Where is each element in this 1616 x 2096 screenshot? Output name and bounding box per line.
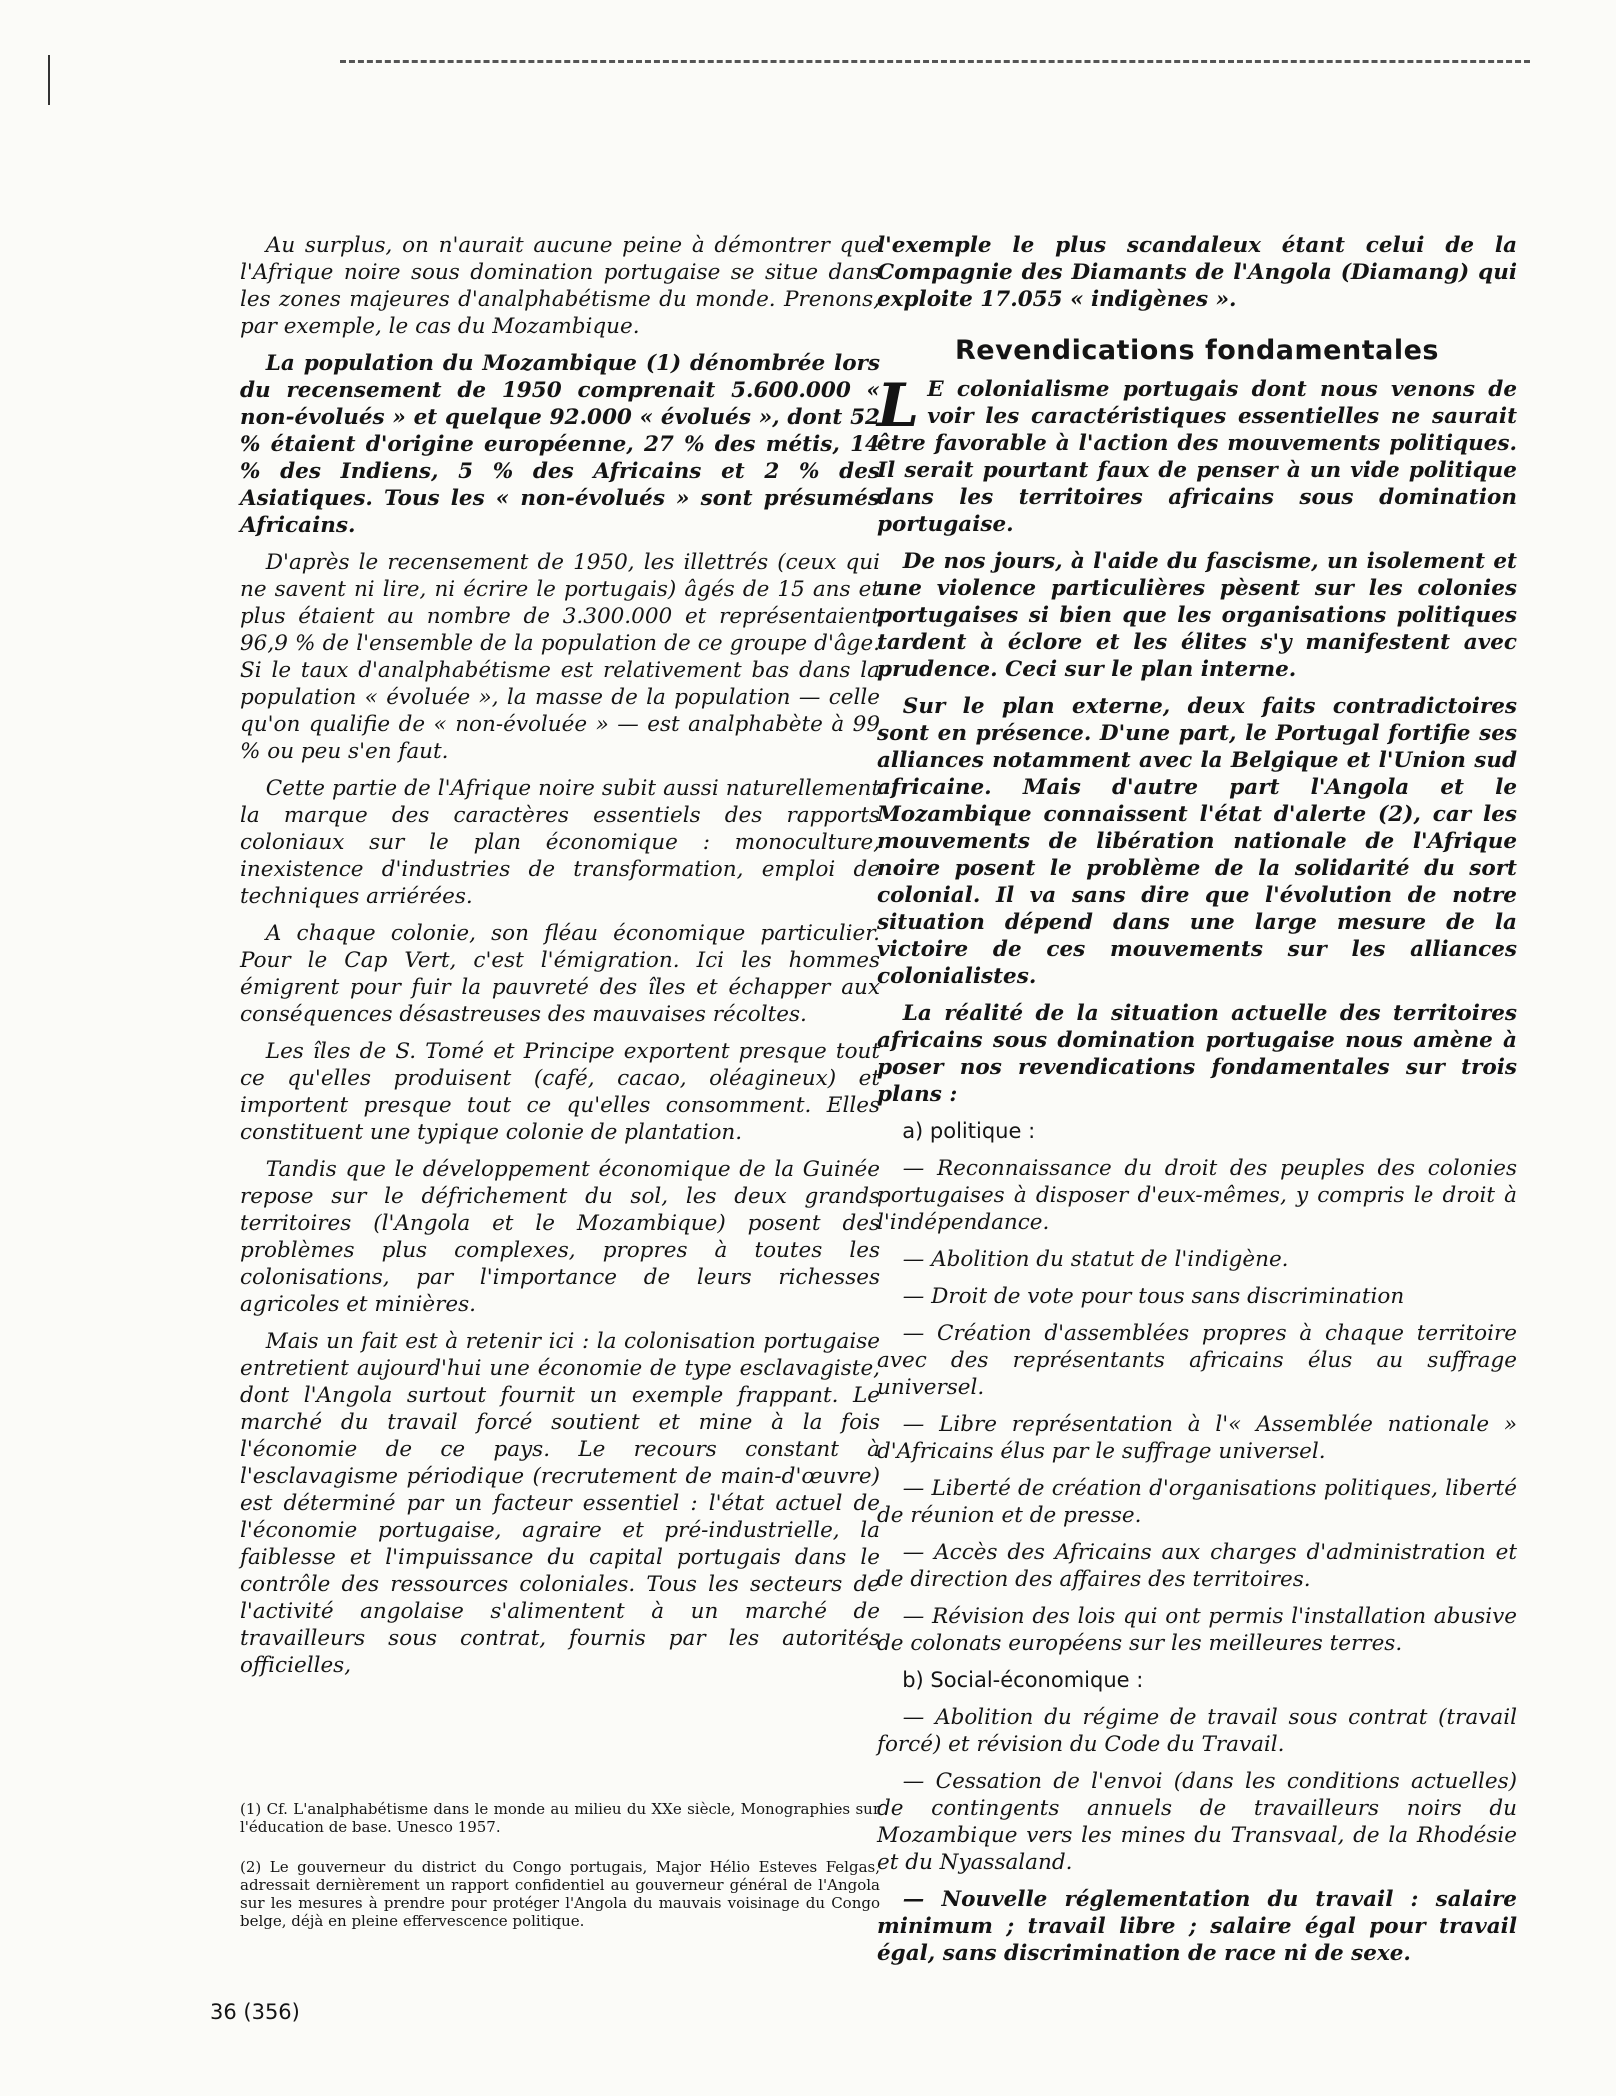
paragraph: l'exemple le plus scandaleux étant celui de la Compagnie des Diamants de l'Angola (Diamang) qui exploite 17.055 « indigènes ». [877,233,1517,312]
paragraph: Au surplus, on n'aurait aucune peine à démontrer que l'Afrique noire sous domination portugaise se situe dans les zones majeures d'analphabétisme du monde. Prenons, par exemple, le cas du Mozambique. [240,233,880,339]
footnote-1: (1) Cf. L'analphabétisme dans le monde au milieu du XXe siècle, Monographies sur l'éducation de base. Unesco 1957. [240,1800,880,1836]
list-item: — Révision des lois qui ont permis l'installation abusive de colonats européens sur les meilleures terres. [877,1604,1517,1656]
list-item: — Cessation de l'envoi (dans les conditions actuelles) de contingents annuels de travailleurs noirs du Mozambique vers les mines du Transvaal, de la Rhodésie et du Nyassaland. [877,1769,1517,1875]
paragraph: A chaque colonie, son fléau économique particulier. Pour le Cap Vert, c'est l'émigration. Ici les hommes émigrent pour fuir la pauvreté des îles et échapper aux conséquences désastreuses des mauvaises récoltes. [240,921,880,1027]
paragraph: La réalité de la situation actuelle des territoires africains sous domination portugaise nous amène à poser nos revendications fondamentales sur trois plans : [877,1001,1517,1107]
paragraph: Les îles de S. Tomé et Principe exportent presque tout ce qu'elles produisent (café, cacao, oléagineux) et importent presque tout ce qu'elles consomment. Elles constituent une typique colonie de plantation. [240,1039,880,1145]
drop-cap: L [877,371,920,441]
left-column [240,232,880,1689]
list-item: — Libre représentation à l'« Assemblée nationale » d'Africains élus par le suffrage universel. [877,1412,1517,1464]
footnote-2: (2) Le gouverneur du district du Congo portugais, Major Hélio Esteves Felgas, adressait dernièrement un rapport confidentiel au gouverneur général de l'Angola sur les mesures à prendre pour protéger l'Angola du mauvais voisinage du Congo belge, déjà en pleine effervescence politique. [240,1858,880,1930]
list-item: — Droit de vote pour tous sans discrimination [902,1284,1405,1309]
paragraph: Cette partie de l'Afrique noire subit aussi naturellement la marque des caractères essentiels des rapports coloniaux sur le plan économique : monoculture, inexistence d'industries de transformation, emploi de techniques arriérées. [240,776,880,909]
paragraph: De nos jours, à l'aide du fascisme, un isolement et une violence particulières pèsent sur les colonies portugaises si bien que les organisations politiques tardent à éclore et les élites s'y manifestent avec prudence. Ceci sur le plan interne. [877,549,1517,682]
list-item: — Reconnaissance du droit des peuples des colonies portugaises à disposer d'eux-mêmes, y compris le droit à l'indépendance. [877,1156,1517,1235]
paragraph: Tandis que le développement économique de la Guinée repose sur le défrichement du sol, les deux grands territoires (l'Angola et le Mozambique) posent des problèmes plus complexes, propres à toutes les colonisations, par l'importance de leurs richesses agricoles et minières. [240,1157,880,1317]
paragraph: D'après le recensement de 1950, les illettrés (ceux qui ne savent ni lire, ni écrire le portugais) âgés de 15 ans et plus étaient au nombre de 3.300.000 et représentaient 96,9 % de l'ensemble de la population de ce groupe d'âge. Si le taux d'analphabétisme est relativement bas dans la population « évoluée », la masse de la population — celle qu'on qualifie de « non-évoluée » — est analphabète à 99 % ou peu s'en faut. [240,550,880,764]
list-item: — Accès des Africains aux charges d'administration et de direction des affaires des territoires. [877,1540,1517,1592]
list-label: a) politique : [902,1119,1036,1143]
paragraph: La population du Mozambique (1) dénombrée lors du recensement de 1950 comprenait 5.600.000 « non-évolués » et quelque 92.000 « évolués », dont 52 % étaient d'origine européenne, 27 % des métis, 14 % des Indiens, 5 % des Africains et 2 % des Asiatiques. Tous les « non-évolués » sont présumés Africains. [240,351,880,538]
list-item: — Abolition du statut de l'indigène. [902,1247,1289,1272]
list-item: — Création d'assemblées propres à chaque territoire avec des représentants africains élus au suffrage universel. [877,1321,1517,1400]
list-item: — Liberté de création d'organisations politiques, liberté de réunion et de presse. [877,1476,1517,1528]
paragraph: Sur le plan externe, deux faits contradictoires sont en présence. D'une part, le Portugal fortifie ses alliances notamment avec la Belgique et l'Union sud africaine. Mais d'autre part l'Angola et le Mozambique connaissent l'état d'alerte (2), car les mouvements de libération nationale de l'Afrique noire posent le problème de la solidarité du sort colonial. Il va sans dire que l'évolution de notre situation dépend dans une large mesure de la victoire de ces mouvements sur les alliances colonialistes. [877,694,1517,989]
scan-mark [48,55,50,105]
right-column [877,232,1517,1977]
page-number: 36 (356) [210,2000,300,2024]
top-rule [340,60,1530,63]
list-item: — Nouvelle réglementation du travail : salaire minimum ; travail libre ; salaire égal pour travail égal, sans discrimination de race ni de sexe. [877,1887,1517,1966]
list-item: — Abolition du régime de travail sous contrat (travail forcé) et révision du Code du Travail. [877,1705,1517,1757]
paragraph-text: E colonialisme portugais dont nous venons de voir les caractéristiques essentielles ne saurait être favorable à l'action des mouvements politiques. Il serait pourtant faux de penser à un vide politique dans les territoires africains sous domination portugaise. [877,377,1517,537]
paragraph [877,371,1517,538]
list-label: b) Social-économique : [902,1668,1144,1692]
section-heading: Revendications fondamentales [955,335,1439,366]
paragraph: Mais un fait est à retenir ici : la colonisation portugaise entretient aujourd'hui une économie de type esclavagiste, dont l'Angola surtout fournit un exemple frappant. Le marché du travail forcé soutient et mine à la fois l'économie de ce pays. Le recours constant à l'esclavagisme périodique (recrutement de main-d'œuvre) est déterminé par un facteur essentiel : l'état actuel de l'économie portugaise, agraire et pré-industrielle, la faiblesse et l'impuissance du capital portugais dans le contrôle des ressources coloniales. Tous les secteurs de l'activité angolaise s'alimentent à un marché de travailleurs sous contrat, fournis par les autorités officielles, [240,1329,880,1678]
